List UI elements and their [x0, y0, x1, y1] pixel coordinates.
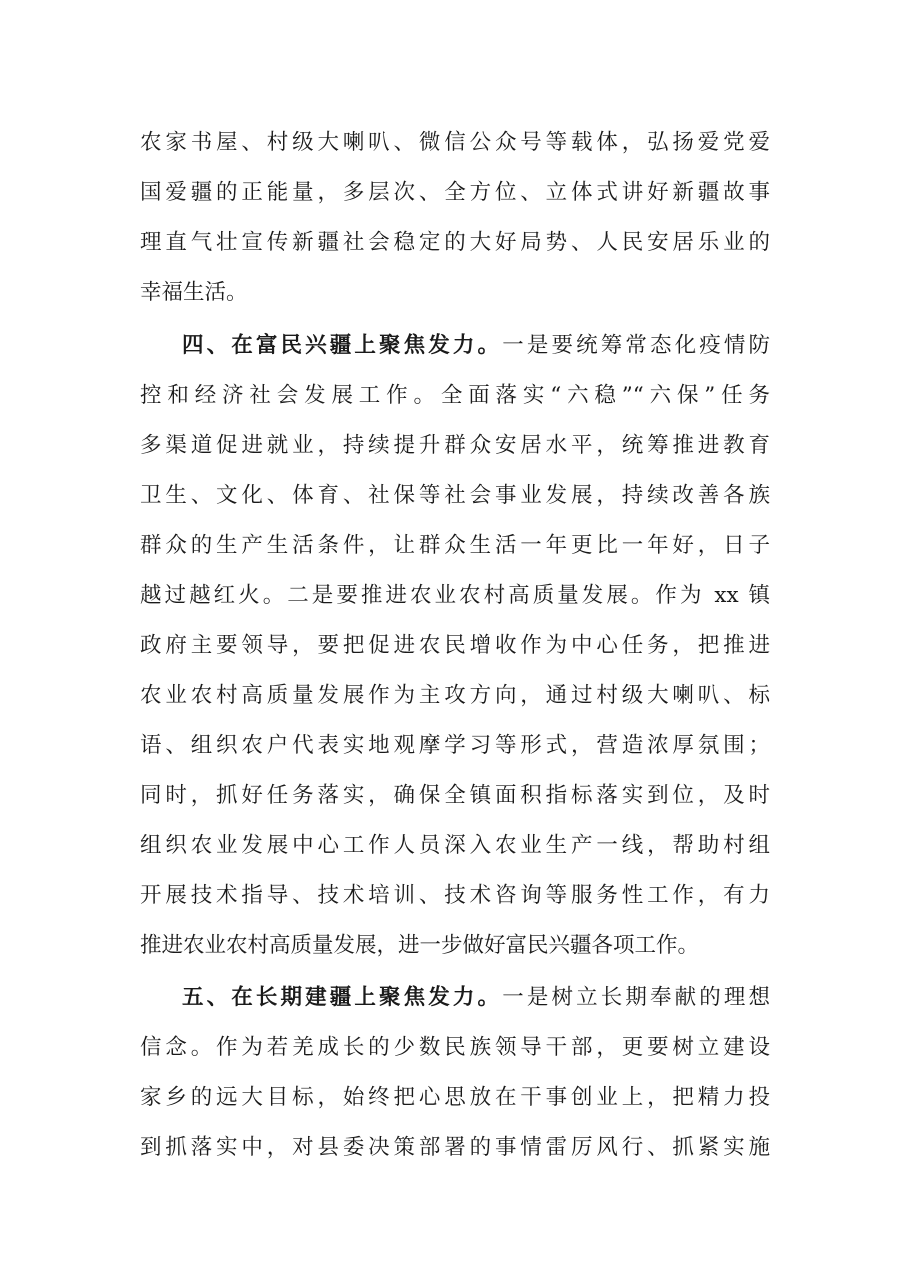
paragraph-2-line-7: 政府主要领导，要把促进农民增收作为中心任务，把推进 [140, 633, 770, 658]
section-heading-four: 四、在富民兴疆上聚焦发力。 [182, 333, 503, 358]
section-heading-five: 五、在长期建疆上聚焦发力。 [182, 985, 503, 1010]
paragraph-1-line-1: 农家书屋、村级大喇叭、微信公众号等载体，弘扬爱党爱 [140, 130, 770, 155]
paragraph-3-line-2: 信念。作为若羌成长的少数民族领导干部，更要树立建设 [140, 1035, 770, 1060]
paragraph-2-line-3: 多渠道促进就业，持续提升群众安居水平，统筹推进教育 [140, 433, 770, 458]
paragraph-2-line-12: 开展技术指导、技术培训、技术咨询等服务性工作，有力 [140, 883, 770, 908]
paragraph-2-line-6: 越过越红火。二是要推进农业农村高质量发展。作为 xx 镇 [140, 583, 770, 608]
paragraph-3-line-4: 到抓落实中，对县委决策部署的事情雷厉风行、抓紧实施 [140, 1135, 770, 1160]
paragraph-2-first-line-text: 一是要统筹常态化疫情防 [502, 333, 770, 358]
paragraph-2-line-9: 语、组织农户代表实地观摩学习等形式，营造浓厚氛围； [140, 733, 770, 758]
paragraph-2-line-8: 农业农村高质量发展作为主攻方向，通过村级大喇叭、标 [140, 683, 770, 708]
paragraph-2-first-line [182, 326, 770, 366]
paragraph-2-line-13: 推进农业农村高质量发展，进一步做好富民兴疆各项工作。 [140, 933, 700, 958]
paragraph-3-first-line-text: 一是树立长期奉献的理想 [502, 985, 770, 1010]
paragraph-2-line-11: 组织农业发展中心工作人员深入农业生产一线，帮助村组 [140, 833, 770, 858]
paragraph-1-line-4: 幸福生活。 [140, 280, 248, 305]
paragraph-2-line-2: 控和经济社会发展工作。全面落实“六稳”“六保”任务 [140, 383, 770, 408]
paragraph-2-line-10: 同时，抓好任务落实，确保全镇面积指标落实到位，及时 [140, 783, 770, 808]
paragraph-2-line-5: 群众的生产生活条件，让群众生活一年更比一年好，日子 [140, 533, 770, 558]
paragraph-1-line-3: 理直气壮宣传新疆社会稳定的大好局势、人民安居乐业的 [140, 230, 770, 255]
paragraph-1-line-2: 国爱疆的正能量，多层次、全方位、立体式讲好新疆故事 [140, 180, 770, 205]
paragraph-3-first-line [182, 978, 770, 1018]
paragraph-3-line-3: 家乡的远大目标，始终把心思放在干事创业上，把精力投 [140, 1085, 770, 1110]
paragraph-2-line-4: 卫生、文化、体育、社保等社会事业发展，持续改善各族 [140, 483, 770, 508]
